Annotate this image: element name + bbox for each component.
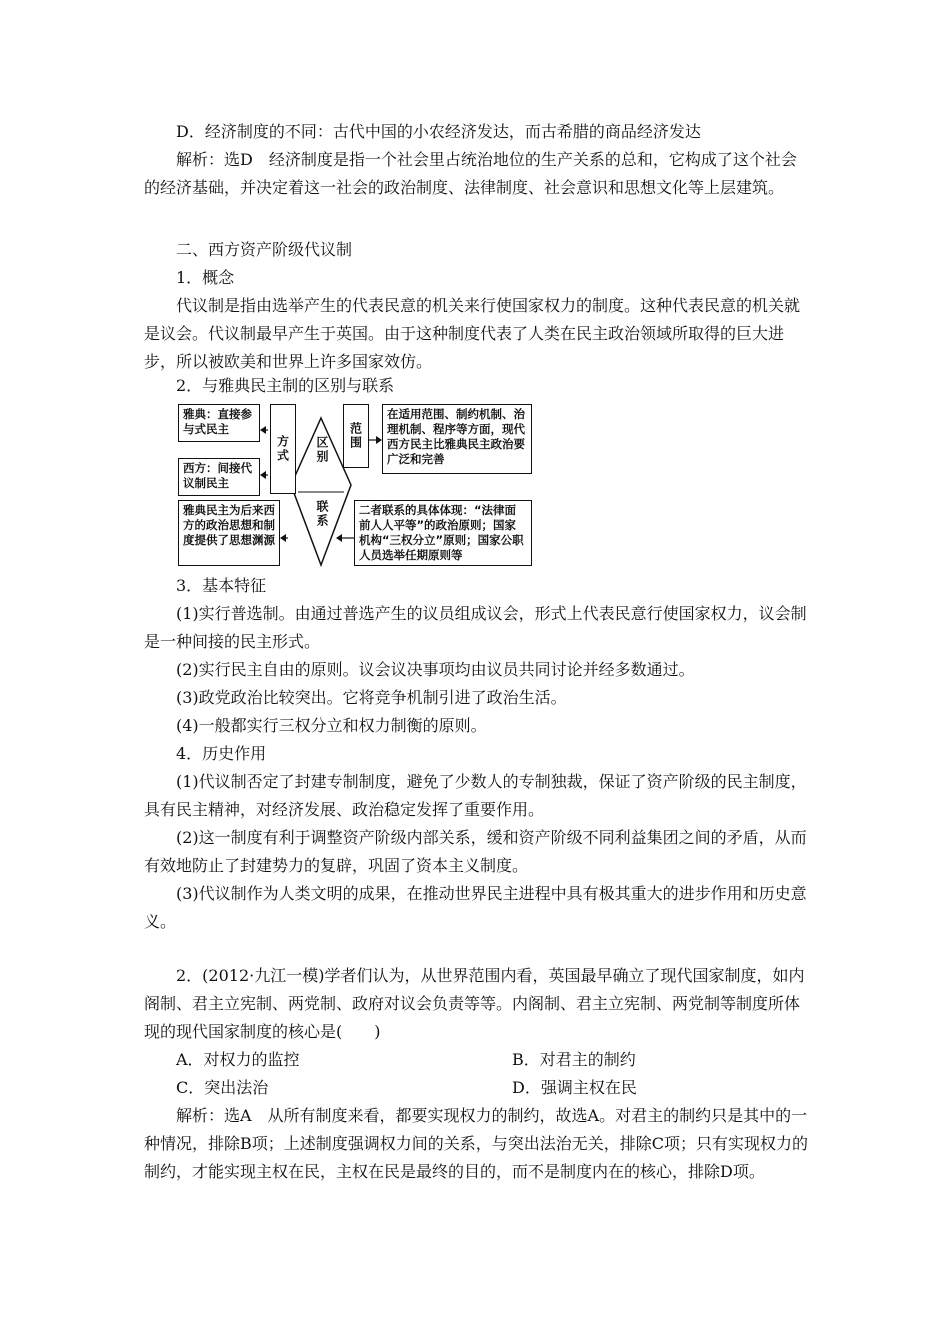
role-1: (1)代议制否定了封建专制制度，避免了少数人的专制独裁，保证了资产阶级的民主制度，具有民主精神，对经济发展、政治稳定发挥了重要作用。: [144, 772, 807, 819]
athens-legacy-box: 雅典民主为后来西方的政治思想和制度提供了思想渊源: [178, 500, 280, 566]
feature-2: (2)实行民主自由的原则。议会议决事项均由议员共同讨论并经多数通过。: [176, 660, 695, 679]
athens-box: 雅典：直接参与式民主: [178, 404, 260, 442]
analysis-2: 解析：选A 从所有制度来看，都要实现权力的制约，故选A。对君主的制约只是其中的一种情况，排除B项；上述制度强调权力间的关系，与突出法治无关，排除C项；只有实现权力的制约，才能实现主权在民，主权在民是最终的目的，而不是制度内在的核心，排除D项。: [144, 1106, 809, 1181]
features-heading: 3．基本特征: [176, 576, 267, 595]
question-2: 2．(2012·九江一模)学者们认为，从世界范围内看，英国最早确立了现代国家制度，如内阁制、君主立宪制、两党制、政府对议会负责等等。内阁制、君主立宪制、两党制等制度所体现的现代国家制度的核心是( ): [144, 966, 805, 1041]
option-d: D．强调主权在民: [512, 1078, 637, 1097]
analysis-paragraph: 解析：选D 经济制度是指一个社会里占统治地位的生产关系的总和，它构成了这个社会的经济基础，并决定着这一社会的政治制度、法律制度、社会意识和思想文化等上层建筑。: [144, 150, 797, 197]
option-b: B．对君主的制约: [512, 1050, 636, 1069]
difference-heading: 2．与雅典民主制的区别与联系: [176, 376, 395, 395]
feature-1: (1)实行普选制。由通过普选产生的议员组成议会，形式上代表民意行使国家权力，议会制是一种间接的民主形式。: [144, 604, 807, 651]
feature-3: (3)政党政治比较突出。它将竞争机制引进了政治生活。: [176, 688, 567, 707]
concept-paragraph: 代议制是指由选举产生的代表民意的机关来行使国家权力的制度。这种代表民意的机关就是议会。代议制最早产生于英国。由于这种制度代表了人类在民主政治领域所取得的巨大进步，所以被欧美和世界上许多国家效仿。: [144, 296, 801, 371]
concept-heading: 1．概念: [176, 268, 235, 287]
method-box: 方式: [270, 404, 296, 494]
scope-box: 范围: [343, 404, 369, 468]
feature-4: (4)一般都实行三权分立和权力制衡的原则。: [176, 716, 487, 735]
west-box: 西方：间接代议制民主: [178, 458, 260, 496]
option-c: C．突出法治: [176, 1078, 269, 1097]
link-label: 联系: [315, 500, 329, 528]
distinction-label: 区别: [315, 436, 329, 464]
option-d-text: D．经济制度的不同：古代中国的小农经济发达，而古希腊的商品经济发达: [176, 122, 701, 141]
section-heading: 二、西方资产阶级代议制: [176, 240, 353, 259]
scope-text-box: 在适用范围、制约机制、治理机制、程序等方面，现代西方民主比雅典民主政治要广泛和完善: [382, 404, 532, 474]
role-3: (3)代议制作为人类文明的成果，在推动世界民主进程中具有极其重大的进步作用和历史意义。: [144, 884, 807, 931]
role-heading: 4．历史作用: [176, 744, 267, 763]
comparison-diagram: [176, 400, 536, 570]
option-a: A．对权力的监控: [176, 1050, 300, 1069]
link-text-box: 二者联系的具体体现：“法律面前人人平等”的政治原则；国家机构“三权分立”原则；国家公职人员选举任期原则等: [354, 500, 532, 566]
role-2: (2)这一制度有利于调整资产阶级内部关系，缓和资产阶级不同利益集团之间的矛盾，从而有效地防止了封建势力的复辟，巩固了资本主义制度。: [144, 828, 807, 875]
